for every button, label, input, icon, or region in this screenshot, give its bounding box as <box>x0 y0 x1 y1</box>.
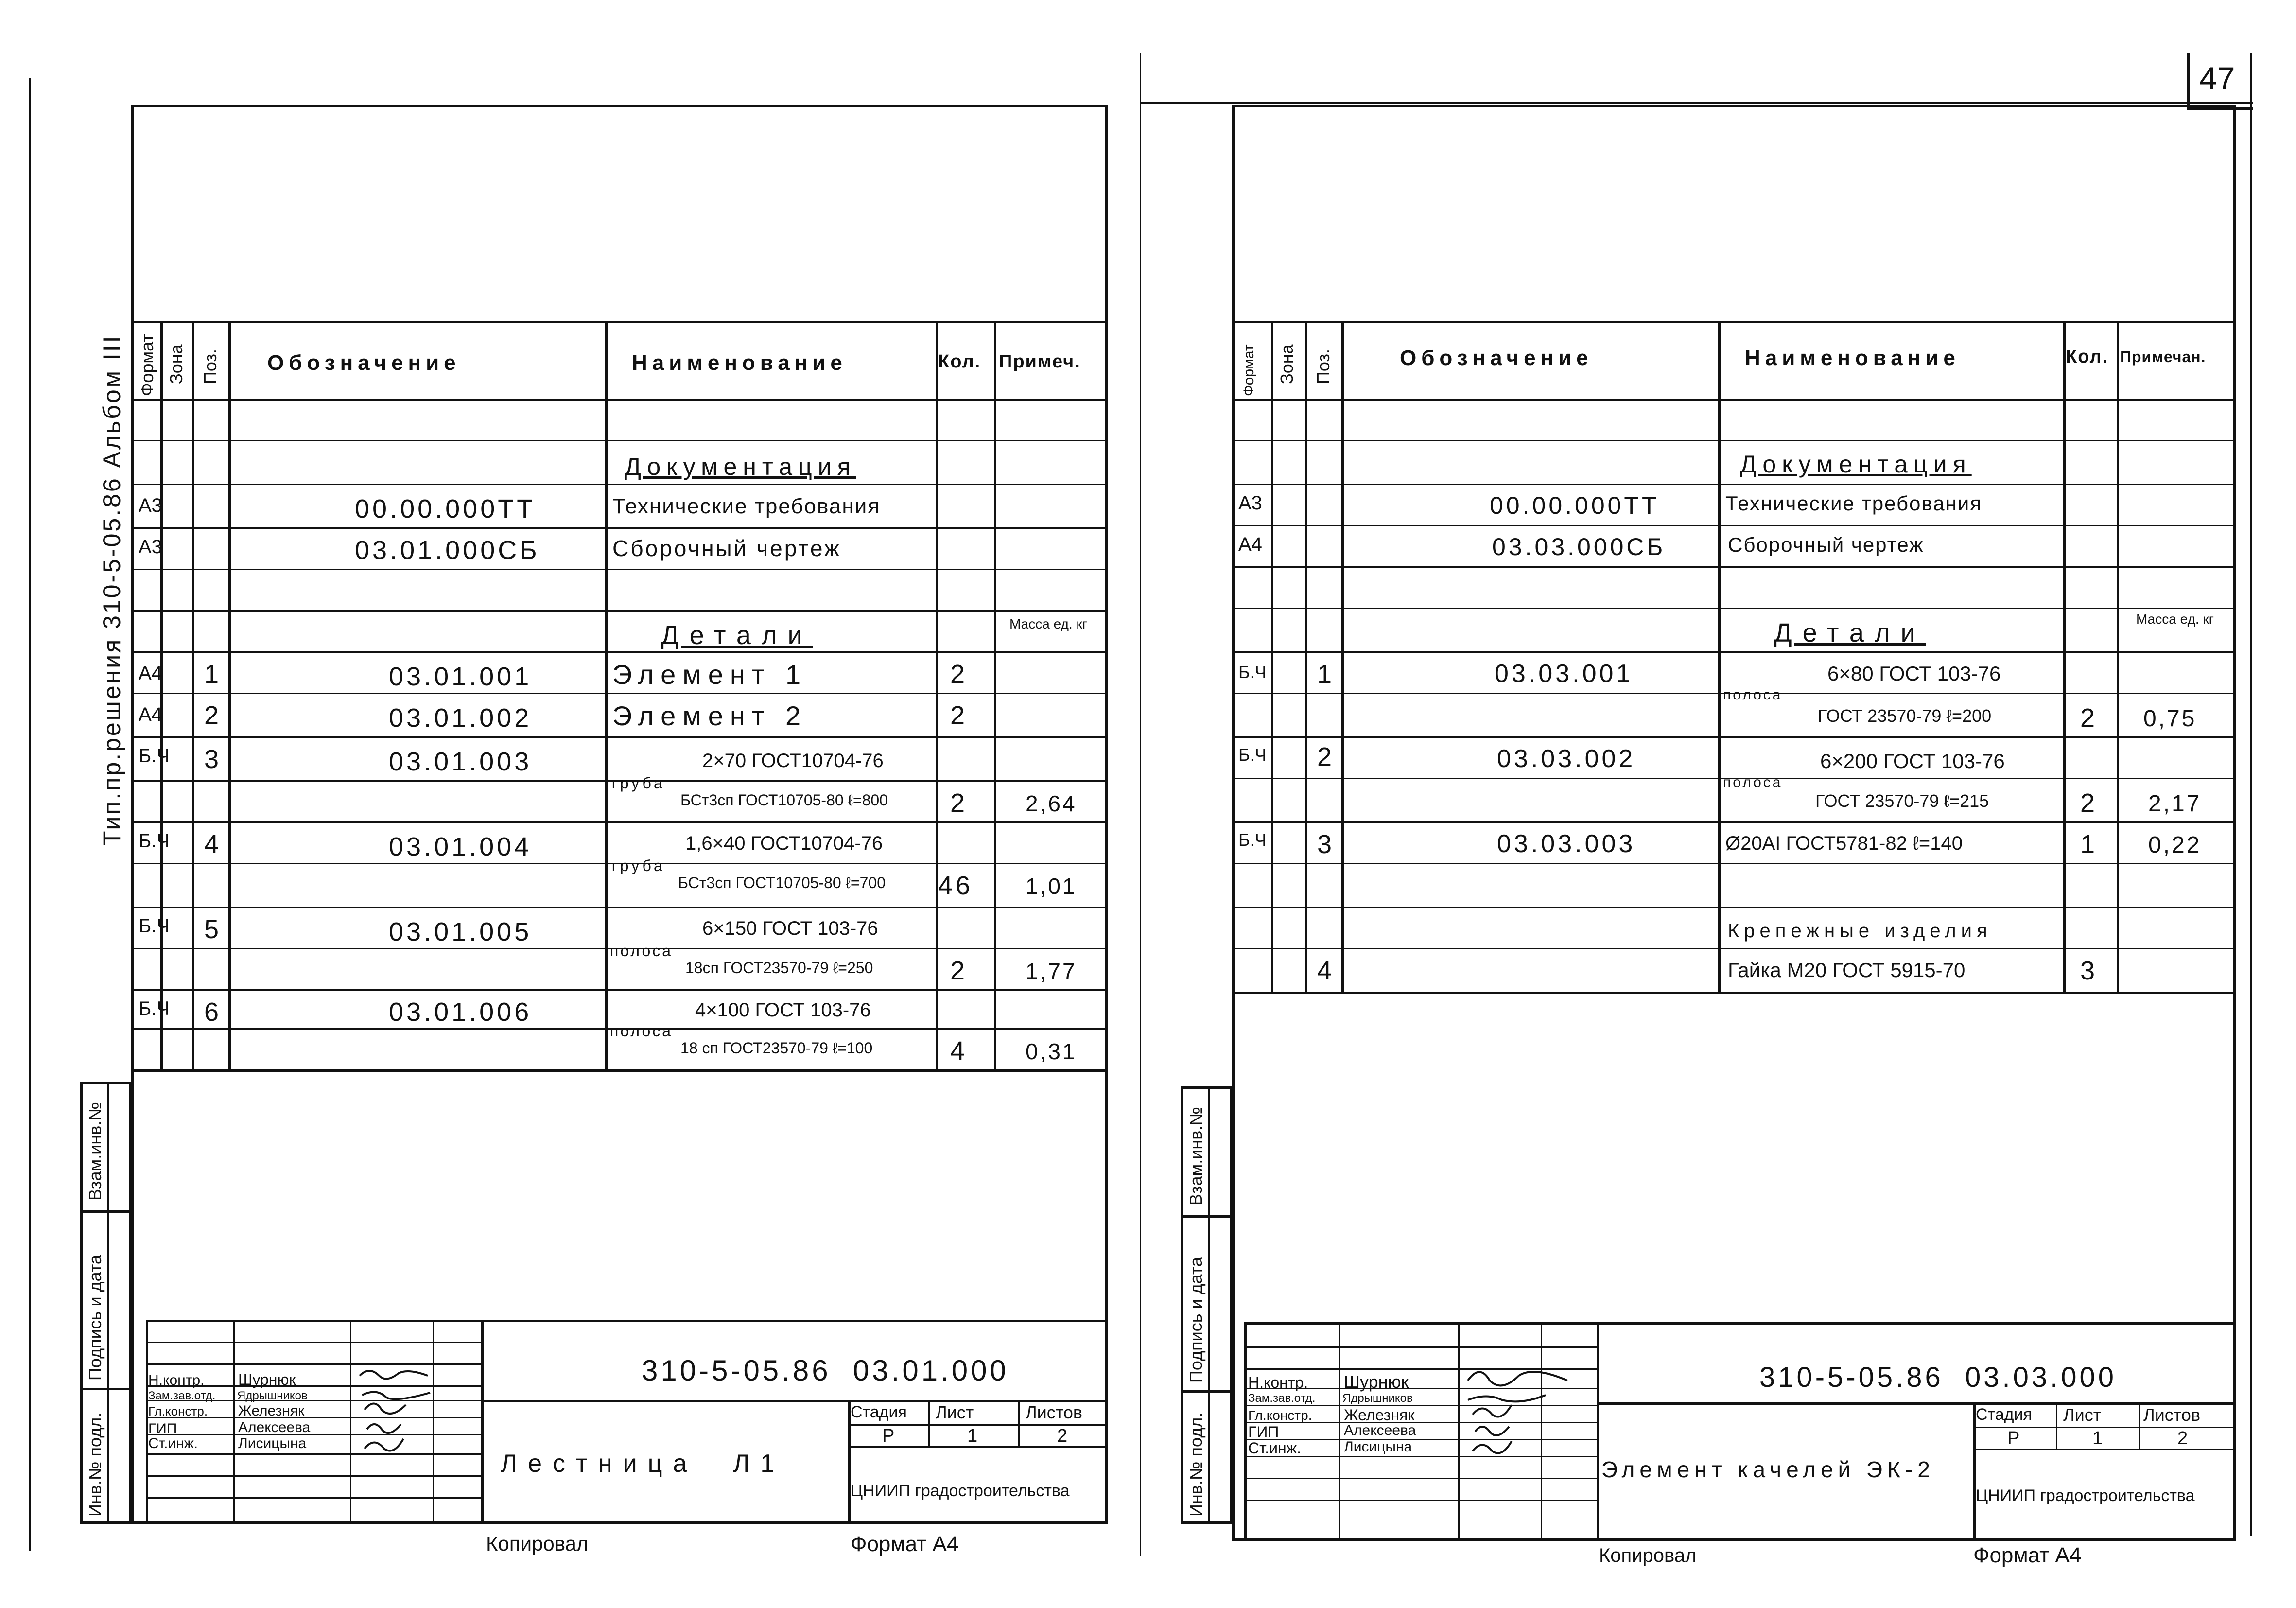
right-r1-fraction <box>1779 693 2058 694</box>
left-row-line <box>131 527 1108 529</box>
left-row-line <box>131 651 1108 653</box>
right-mass-note: Масса ед. кг <box>2136 612 2214 627</box>
left-tb-line <box>233 1320 235 1524</box>
right-col-line <box>1341 321 1344 994</box>
left-r4-format: Б.Ч <box>139 830 170 852</box>
right-role-5: Ст.инж. <box>1248 1439 1301 1457</box>
right-col-line <box>2063 321 2066 994</box>
left-r4-fraction <box>676 863 933 864</box>
right-tb-line <box>1458 1322 1460 1541</box>
left-r5-line2: 18сп ГОСТ23570-79 ℓ=250 <box>685 959 873 977</box>
left-row-line <box>131 610 1108 612</box>
left-header-pos: Поз. <box>200 349 220 384</box>
right-person-4: Алексеева <box>1344 1422 1416 1438</box>
right-section-fasteners: Крепежные изделия <box>1728 920 1992 942</box>
left-r5-designation: 03.01.005 <box>389 917 532 946</box>
left-r4-prefix: труба <box>610 857 665 874</box>
right-row-line <box>1232 525 2236 526</box>
left-row-line <box>131 440 1108 441</box>
left-format-label: Формат А4 <box>851 1532 959 1556</box>
left-row-line <box>131 907 1108 908</box>
left-r2-qty: 2 <box>950 701 968 730</box>
left-header-qty: Кол. <box>938 351 981 372</box>
right-format-label: Формат А4 <box>1973 1543 2082 1567</box>
right-r2-line1: 6×200 ГОСТ 103-76 <box>1820 750 2005 772</box>
right-tb-row <box>1244 1500 1597 1501</box>
right-row-line <box>1232 566 2236 568</box>
left-row-line <box>131 736 1108 738</box>
left-r3-designation: 03.01.003 <box>389 747 532 776</box>
right-person-2: Ядрышников <box>1342 1392 1413 1405</box>
left-tb-row <box>146 1497 481 1499</box>
left-r6-designation: 03.01.006 <box>389 997 532 1027</box>
left-mass-note: Масса ед. кг <box>1009 616 1087 631</box>
left-r6-pos: 6 <box>204 997 222 1027</box>
left-r4-pos: 4 <box>204 830 222 859</box>
left-header-zone: Зона <box>166 344 186 384</box>
right-header-zone: Зона <box>1277 344 1297 384</box>
left-role-1: Н.контр. <box>148 1372 205 1388</box>
right-role-1: Н.контр. <box>1248 1374 1308 1391</box>
left-stamp-replaced: Взам.инв.№ <box>85 1101 105 1201</box>
left-r3-note: 2,64 <box>1026 791 1077 816</box>
right-header-bottom <box>1232 399 2236 401</box>
left-header-note: Примеч. <box>999 351 1081 372</box>
left-tb-row <box>848 1446 1108 1448</box>
left-row-line <box>131 484 1108 485</box>
right-row-line <box>1232 863 2236 864</box>
right-header-name: Наименование <box>1745 346 1960 370</box>
album-side-label: Тип.пр.решения 310-5-05.86 Альбом III <box>98 334 125 846</box>
left-header-bottom <box>131 399 1108 401</box>
right-r4-qty: 3 <box>2080 956 2098 985</box>
right-tb-row <box>1973 1449 2236 1450</box>
left-tb-row <box>146 1475 481 1477</box>
right-side-stamp-divider <box>1181 1215 1232 1218</box>
left-row-line <box>131 989 1108 991</box>
left-doc2-designation: 03.01.000СБ <box>355 536 540 565</box>
right-row-line <box>1232 907 2236 908</box>
right-signatures <box>1463 1361 1584 1458</box>
right-row-line <box>1232 821 2236 823</box>
right-person-1: Шурнюк <box>1344 1372 1409 1392</box>
right-doc2-designation: 03.03.000СБ <box>1492 533 1666 560</box>
left-stamp-inventory: Инв.№ подл. <box>85 1412 105 1517</box>
right-row-line <box>1232 608 2236 609</box>
right-r4-name: Гайка М20 ГОСТ 5915-70 <box>1728 959 1966 981</box>
right-row-line <box>1232 948 2236 949</box>
left-stage: Р <box>882 1426 895 1446</box>
left-person-1: Шурнюк <box>238 1371 296 1388</box>
right-section-documentation: Документация <box>1740 451 1972 478</box>
left-r1-designation: 03.01.001 <box>389 662 532 691</box>
left-tb-line <box>350 1320 351 1524</box>
left-tb-row <box>481 1400 1108 1402</box>
left-sheets-label: Листов <box>1026 1402 1082 1422</box>
right-r1-line1: 6×80 ГОСТ 103-76 <box>1827 662 2001 685</box>
left-r2-format: А4 <box>139 704 162 725</box>
right-col-line <box>1718 321 1721 994</box>
right-title-block-top <box>1244 1322 2236 1325</box>
left-role-5: Ст.инж. <box>148 1435 198 1451</box>
right-r1-prefix: полоса <box>1723 687 1783 703</box>
left-header-top <box>131 321 1108 323</box>
left-r1-format: А4 <box>139 663 162 684</box>
left-r5-note: 1,77 <box>1026 959 1077 984</box>
right-r2-format: Б.Ч <box>1238 745 1267 765</box>
right-section-details: Детали <box>1774 618 1926 647</box>
right-r2-note: 2,17 <box>2148 791 2202 817</box>
left-r6-prefix: полоса <box>610 1022 673 1040</box>
left-r3-pos: 3 <box>204 745 222 774</box>
left-doc-number: 310-5-05.86 03.01.000 <box>642 1354 1009 1387</box>
left-col-line <box>160 321 163 1069</box>
right-row-line <box>1232 484 2236 485</box>
left-r6-line2: 18 сп ГОСТ23570-79 ℓ=100 <box>680 1039 873 1057</box>
left-r4-designation: 03.01.004 <box>389 832 532 861</box>
right-tb-line <box>1597 1322 1599 1541</box>
left-r4-line1: 1,6×40 ГОСТ10704-76 <box>685 833 883 854</box>
left-r4-note: 1,01 <box>1026 874 1077 899</box>
left-title-block-top <box>146 1320 1108 1322</box>
left-r5-format: Б.Ч <box>139 915 170 937</box>
right-header-format: Формат <box>1241 344 1257 396</box>
right-doc2-format: А4 <box>1238 534 1262 555</box>
right-doc1-format: А3 <box>1238 492 1262 514</box>
outer-border-right <box>2250 53 2252 1536</box>
left-r5-line1: 6×150 ГОСТ 103-76 <box>702 918 878 939</box>
left-row-line <box>131 693 1108 694</box>
right-doc1-name: Технические требования <box>1725 492 1982 515</box>
right-r3-pos: 3 <box>1317 830 1335 859</box>
right-tb-row <box>1244 1346 1597 1348</box>
left-r5-pos: 5 <box>204 915 222 944</box>
left-r3-prefix: труба <box>610 774 665 792</box>
right-r1-format: Б.Ч <box>1238 662 1267 682</box>
right-sheet-label: Лист <box>2063 1405 2102 1425</box>
left-side-stamp-divider <box>80 1388 131 1390</box>
right-person-3: Железняк <box>1344 1406 1415 1424</box>
left-col-line <box>192 321 194 1069</box>
left-doc2-name: Сборочный чертеж <box>612 536 841 561</box>
left-doc1-designation: 00.00.000ТТ <box>355 494 536 524</box>
left-col-line <box>936 321 938 1069</box>
right-doc1-designation: 00.00.000ТТ <box>1490 492 1660 519</box>
right-r1-pos: 1 <box>1317 660 1335 689</box>
left-r6-line1: 4×100 ГОСТ 103-76 <box>695 999 871 1021</box>
right-r3-format: Б.Ч <box>1238 830 1267 850</box>
outer-border-left <box>29 78 31 1551</box>
right-side-stamp-divider <box>1181 1390 1232 1393</box>
right-r3-name: Ø20АI ГОСТ5781-82 ℓ=140 <box>1725 833 1963 854</box>
left-role-4: ГИП <box>148 1421 177 1437</box>
left-r4-line2: БСт3сп ГОСТ10705-80 ℓ=700 <box>678 874 886 891</box>
right-sheet: 1 <box>2092 1428 2103 1449</box>
right-header-qty: Кол. <box>2066 347 2109 367</box>
left-org: ЦНИИП градостроительства <box>851 1482 1070 1500</box>
left-r3-qty: 2 <box>950 788 968 818</box>
right-r2-line2: ГОСТ 23570-79 ℓ=215 <box>1815 791 1989 811</box>
left-r3-line2: БСт3сп ГОСТ10705-80 ℓ=800 <box>680 791 888 809</box>
left-r3-format: Б.Ч <box>139 745 170 767</box>
right-r2-prefix: полоса <box>1723 774 1783 790</box>
right-side-stamp-divider <box>1208 1086 1210 1524</box>
right-row-line <box>1232 440 2236 441</box>
left-tb-line <box>1018 1400 1020 1446</box>
left-col-line <box>994 321 996 1069</box>
right-tb-row <box>1244 1478 1597 1479</box>
right-table-bottom <box>1232 992 2236 994</box>
right-r2-pos: 2 <box>1317 742 1335 771</box>
right-tb-line <box>2056 1402 2057 1449</box>
right-doc-number: 310-5-05.86 03.03.000 <box>1759 1362 2117 1393</box>
right-r2-qty: 2 <box>2080 788 2098 818</box>
right-stamp-replaced: Взам.инв.№ <box>1186 1106 1206 1206</box>
right-role-4: ГИП <box>1248 1423 1279 1441</box>
right-header-pos: Поз. <box>1313 349 1333 384</box>
left-r1-pos: 1 <box>204 660 222 689</box>
right-r3-note: 0,22 <box>2148 832 2202 858</box>
left-doc2-format: А3 <box>139 536 162 558</box>
left-r5-prefix: полоса <box>610 942 673 960</box>
left-side-stamp-divider <box>107 1082 109 1524</box>
left-r6-note: 0,31 <box>1026 1039 1077 1064</box>
left-section-details: Детали <box>661 621 813 650</box>
right-col-line <box>2117 321 2119 994</box>
right-r2-fraction <box>1779 778 2058 779</box>
left-col-line <box>605 321 608 1069</box>
right-tb-line <box>2139 1402 2140 1449</box>
center-fold-line <box>1140 53 1141 1556</box>
right-row-line <box>1232 736 2236 738</box>
left-r2-pos: 2 <box>204 701 222 730</box>
left-doc1-name: Технические требования <box>612 494 881 518</box>
right-r1-note: 0,75 <box>2143 706 2197 732</box>
left-r6-fraction <box>676 1028 933 1030</box>
left-sheet: 1 <box>967 1426 978 1446</box>
left-header-designation: Обозначение <box>267 351 461 375</box>
left-row-line <box>131 569 1108 570</box>
right-r4-pos: 4 <box>1317 956 1335 985</box>
left-copied-label: Копировал <box>486 1532 589 1555</box>
left-doc1-format: А3 <box>139 495 162 516</box>
right-row-line <box>1232 651 2236 653</box>
left-person-4: Алексеева <box>238 1419 311 1435</box>
left-r2-name: Элемент 2 <box>612 700 808 731</box>
right-tb-line <box>1339 1322 1340 1541</box>
left-header-format: Формат <box>137 334 157 396</box>
right-stamp-signature: Подпись и дата <box>1186 1257 1206 1383</box>
left-role-3: Гл.констр. <box>148 1404 208 1418</box>
left-stage-label: Стадия <box>851 1403 907 1421</box>
left-r6-format: Б.Ч <box>139 998 170 1019</box>
right-stamp-inventory: Инв.№ подл. <box>1186 1412 1206 1517</box>
left-r5-qty: 2 <box>950 956 968 985</box>
right-person-5: Лисицына <box>1344 1439 1412 1455</box>
left-tb-row <box>146 1342 481 1343</box>
right-r3-designation: 03.03.003 <box>1497 830 1636 858</box>
right-col-line <box>1305 321 1307 994</box>
left-title: Лестница Л1 <box>501 1450 785 1478</box>
left-person-3: Железняк <box>238 1403 305 1419</box>
left-tb-line <box>928 1400 930 1446</box>
top-border <box>1140 102 2253 104</box>
right-stage: Р <box>2007 1428 2020 1449</box>
right-tb-line <box>1244 1322 1247 1541</box>
right-header-designation: Обозначение <box>1400 346 1593 370</box>
page-number: 47 <box>2199 60 2235 96</box>
right-role-2: Зам.зав.отд. <box>1248 1392 1316 1405</box>
left-section-documentation: Документация <box>625 453 856 480</box>
right-header-note: Примечан. <box>2120 348 2206 366</box>
right-header-top <box>1232 321 2236 323</box>
left-tb-line <box>481 1320 484 1524</box>
left-r6-qty: 4 <box>950 1036 968 1066</box>
right-r1-qty: 2 <box>2080 703 2098 733</box>
left-person-2: Ядрышников <box>237 1389 308 1402</box>
left-col-line <box>228 321 231 1069</box>
right-role-3: Гл.констр. <box>1248 1408 1312 1423</box>
right-r1-line2: ГОСТ 23570-79 ℓ=200 <box>1818 706 1992 726</box>
left-header-name: Наименование <box>632 351 847 375</box>
left-sheets: 2 <box>1057 1426 1068 1446</box>
right-col-line <box>1271 321 1273 994</box>
right-r1-designation: 03.03.001 <box>1495 660 1634 688</box>
left-table-bottom <box>131 1069 1108 1072</box>
right-r2-designation: 03.03.002 <box>1497 745 1636 773</box>
left-r5-fraction <box>676 948 933 949</box>
left-sheet-label: Лист <box>936 1402 974 1422</box>
left-person-5: Лисицына <box>238 1435 307 1451</box>
right-stage-label: Стадия <box>1976 1405 2032 1424</box>
right-org: ЦНИИП градостроительства <box>1976 1486 2195 1505</box>
left-signatures <box>355 1361 437 1458</box>
right-r3-qty: 1 <box>2080 830 2098 859</box>
left-r1-qty: 2 <box>950 660 968 689</box>
left-row-line <box>131 821 1108 823</box>
right-title: Элемент качелей ЭК-2 <box>1601 1457 1935 1482</box>
right-sheets-label: Листов <box>2143 1405 2200 1425</box>
left-r1-name: Элемент 1 <box>612 659 808 690</box>
left-r2-designation: 03.01.002 <box>389 703 532 733</box>
left-side-stamp-divider <box>80 1210 131 1213</box>
right-sheets: 2 <box>2177 1428 2188 1449</box>
right-doc2-name: Сборочный чертеж <box>1728 533 1924 556</box>
left-r4-qty: 46 <box>938 871 974 900</box>
right-copied-label: Копировал <box>1599 1545 1697 1566</box>
left-stamp-signature: Подпись и дата <box>85 1255 105 1381</box>
left-r3-line1: 2×70 ГОСТ10704-76 <box>702 750 884 771</box>
left-role-2: Зам.зав.отд. <box>148 1389 216 1402</box>
left-r3-fraction <box>676 780 933 782</box>
